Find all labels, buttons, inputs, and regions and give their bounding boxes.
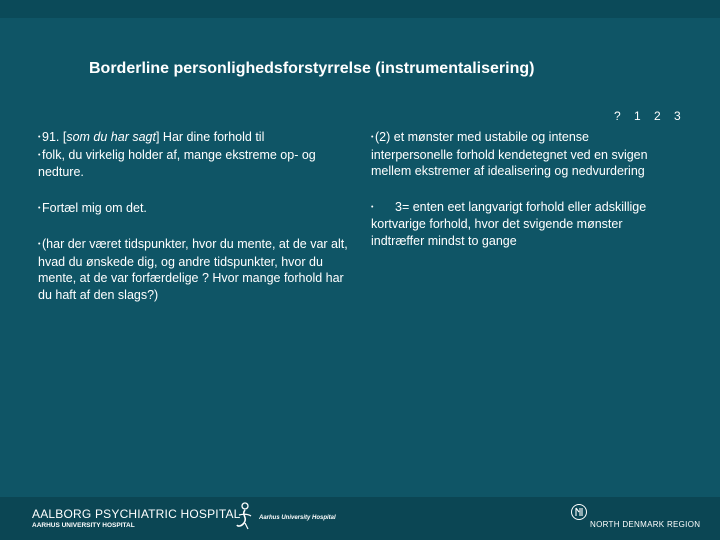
bullet-icon: • bbox=[371, 203, 374, 211]
aalborg-hospital-logo bbox=[32, 507, 241, 529]
left-item-relationships: • folk, du virkelig holder af, mange ekstreme op- og nedture. bbox=[38, 147, 316, 179]
left-item-tell-me: • Fortæl mig om det. bbox=[38, 200, 348, 218]
hospital-sub: AARHUS UNIVERSITY HOSPITAL bbox=[32, 522, 135, 529]
left-item-question-number: • 91. [som du har sagt] Har dine forhold til bbox=[38, 129, 348, 147]
north-denmark-emblem-icon bbox=[570, 503, 588, 526]
bullet-icon: • bbox=[38, 151, 41, 159]
hospital-name: AALBORG PSYCHIATRIC HOSPITAL bbox=[32, 507, 241, 521]
right-item-scoring: • 3= enten eet langvarigt forhold eller adskillige kortvarige forhold, hvor det svigende mønster indtræffer mindst to gange bbox=[371, 199, 647, 248]
left-item-followup: • (har der været tidspunkter, hvor du mente, at de var alt, hvad du ønskede dig, og andre tidspunkter, hvor du mente, at de var forfærdelige ? Hvor mange forhold har du haft af den slags?) bbox=[38, 237, 348, 302]
au-logo-text: Aarhus University Hospital bbox=[259, 515, 336, 521]
aarhus-university-hospital-logo bbox=[233, 503, 336, 533]
footer bbox=[0, 497, 720, 540]
bullet-icon: • bbox=[38, 204, 41, 212]
top-band bbox=[0, 0, 720, 18]
right-column bbox=[371, 129, 671, 249]
region-name: NORTH DENMARK REGION bbox=[590, 520, 701, 529]
left-column bbox=[38, 129, 348, 303]
bullet-icon: • bbox=[371, 134, 374, 141]
slide-title: Borderline personlighedsforstyrrelse (instrumentalisering) bbox=[89, 60, 535, 77]
au-figure-logo-icon bbox=[233, 501, 255, 536]
rating-scale: ? 1 2 3 bbox=[614, 109, 686, 123]
right-item-criterion: • (2) et mønster med ustabile og intense interpersonelle forhold kendetegnet ved en svigen mellem ekstremer af idealisering og nedvurdering bbox=[371, 130, 648, 178]
north-denmark-region-logo bbox=[570, 503, 715, 533]
bullet-icon: • bbox=[38, 134, 41, 141]
bullet-icon: • bbox=[38, 241, 41, 248]
